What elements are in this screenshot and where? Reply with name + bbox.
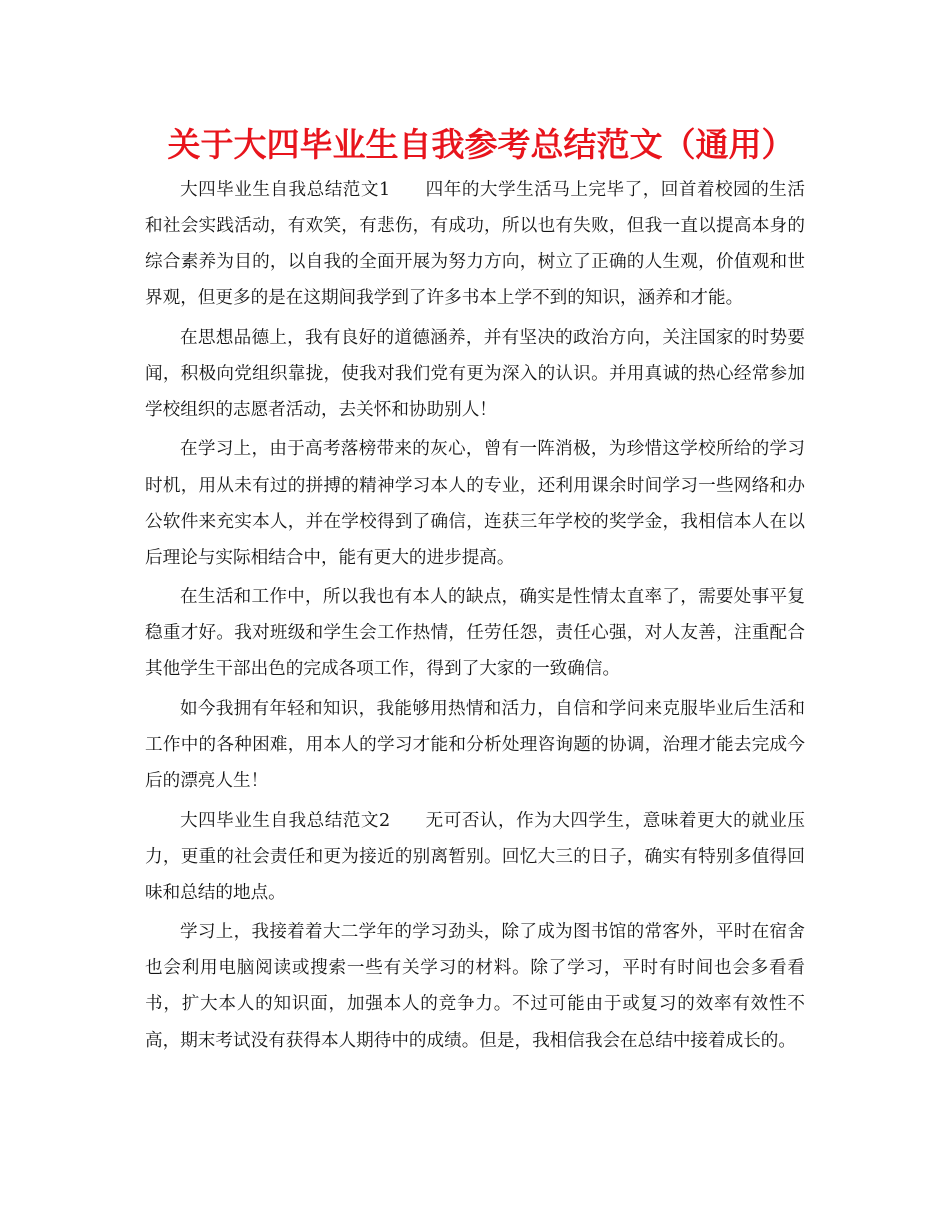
paragraph-2 — [145, 320, 805, 428]
section-heading-2: 大四毕业生自我总结范文2 — [180, 810, 391, 831]
paragraph-4 — [145, 579, 805, 687]
paragraph-5 — [145, 691, 805, 799]
paragraph-text: 在学习上，由于高考落榜带来的灰心，曾有一阵消极，为珍惜这学校所给的学习时机，用从未有过的拼搏的精神学习本人的专业，还利用课余时间学习一些网络和办公软件来充实本人，并在学校得到了确信，连获三年学校的奖学金，我相信本人在以后理论与实际相结合中，能有更大的进步提高。 — [145, 439, 805, 568]
document-page — [145, 118, 805, 1062]
paragraph-7 — [145, 914, 805, 1058]
paragraph-text: 在思想品德上，我有良好的道德涵养，并有坚决的政治方向，关注国家的时势要闻，积极向党组织靠拢，使我对我们党有更为深入的认识。并用真诚的热心经常参加学校组织的志愿者活动，去关怀和协助别人！ — [145, 327, 805, 420]
document-title: 关于大四毕业生自我参考总结范文（通用） — [167, 125, 795, 164]
paragraph-1 — [145, 172, 805, 316]
paragraph-text: 学习上，我接着着大二学年的学习劲头，除了成为图书馆的常客外，平时在宿舍也会利用电脑阅读或搜索一些有关学习的材料。除了学习，平时有时间也会多看看书，扩大本人的知识面，加强本人的竞争力。不过可能由于或复习的效率有效性不高，期末考试没有获得本人期待中的成绩。但是，我相信我会在总结中接着成长的。 — [145, 922, 805, 1051]
paragraph-text: 如今我拥有年轻和知识，我能够用热情和活力，自信和学问来克服毕业后生活和工作中的各种困难，用本人的学习才能和分析处理咨询题的协调，治理才能去完成今后的漂亮人生！ — [145, 698, 805, 792]
section-heading-1: 大四毕业生自我总结范文1 — [180, 180, 391, 200]
paragraph-text: 无可否认，作为大四学生，意味着更大的就业压力，更重的社会责任和更为接近的别离暂别。回忆大三的日子，确实有特别多值得回味和总结的地点。 — [145, 810, 805, 903]
paragraph-6 — [145, 803, 805, 911]
paragraph-text: 在生活和工作中，所以我也有本人的缺点，确实是性情太直率了，需要处事平复稳重才好。我对班级和学生会工作热情，任劳任怨，责任心强，对人友善，注重配合其他学生干部出色的完成各项工作，得到了大家的一致确信。 — [145, 587, 805, 680]
paragraph-3 — [145, 431, 805, 575]
paragraph-text: 四年的大学生活马上完毕了，回首着校园的生活和社会实践活动，有欢笑，有悲伤，有成功，所以也有失败，但我一直以提高本身的综合素养为目的，以自我的全面开展为努力方向，树立了正确的人生观，价值观和世界观，但更多的是在这期间我学到了许多书本上学不到的知识，涵养和才能。 — [145, 180, 805, 309]
